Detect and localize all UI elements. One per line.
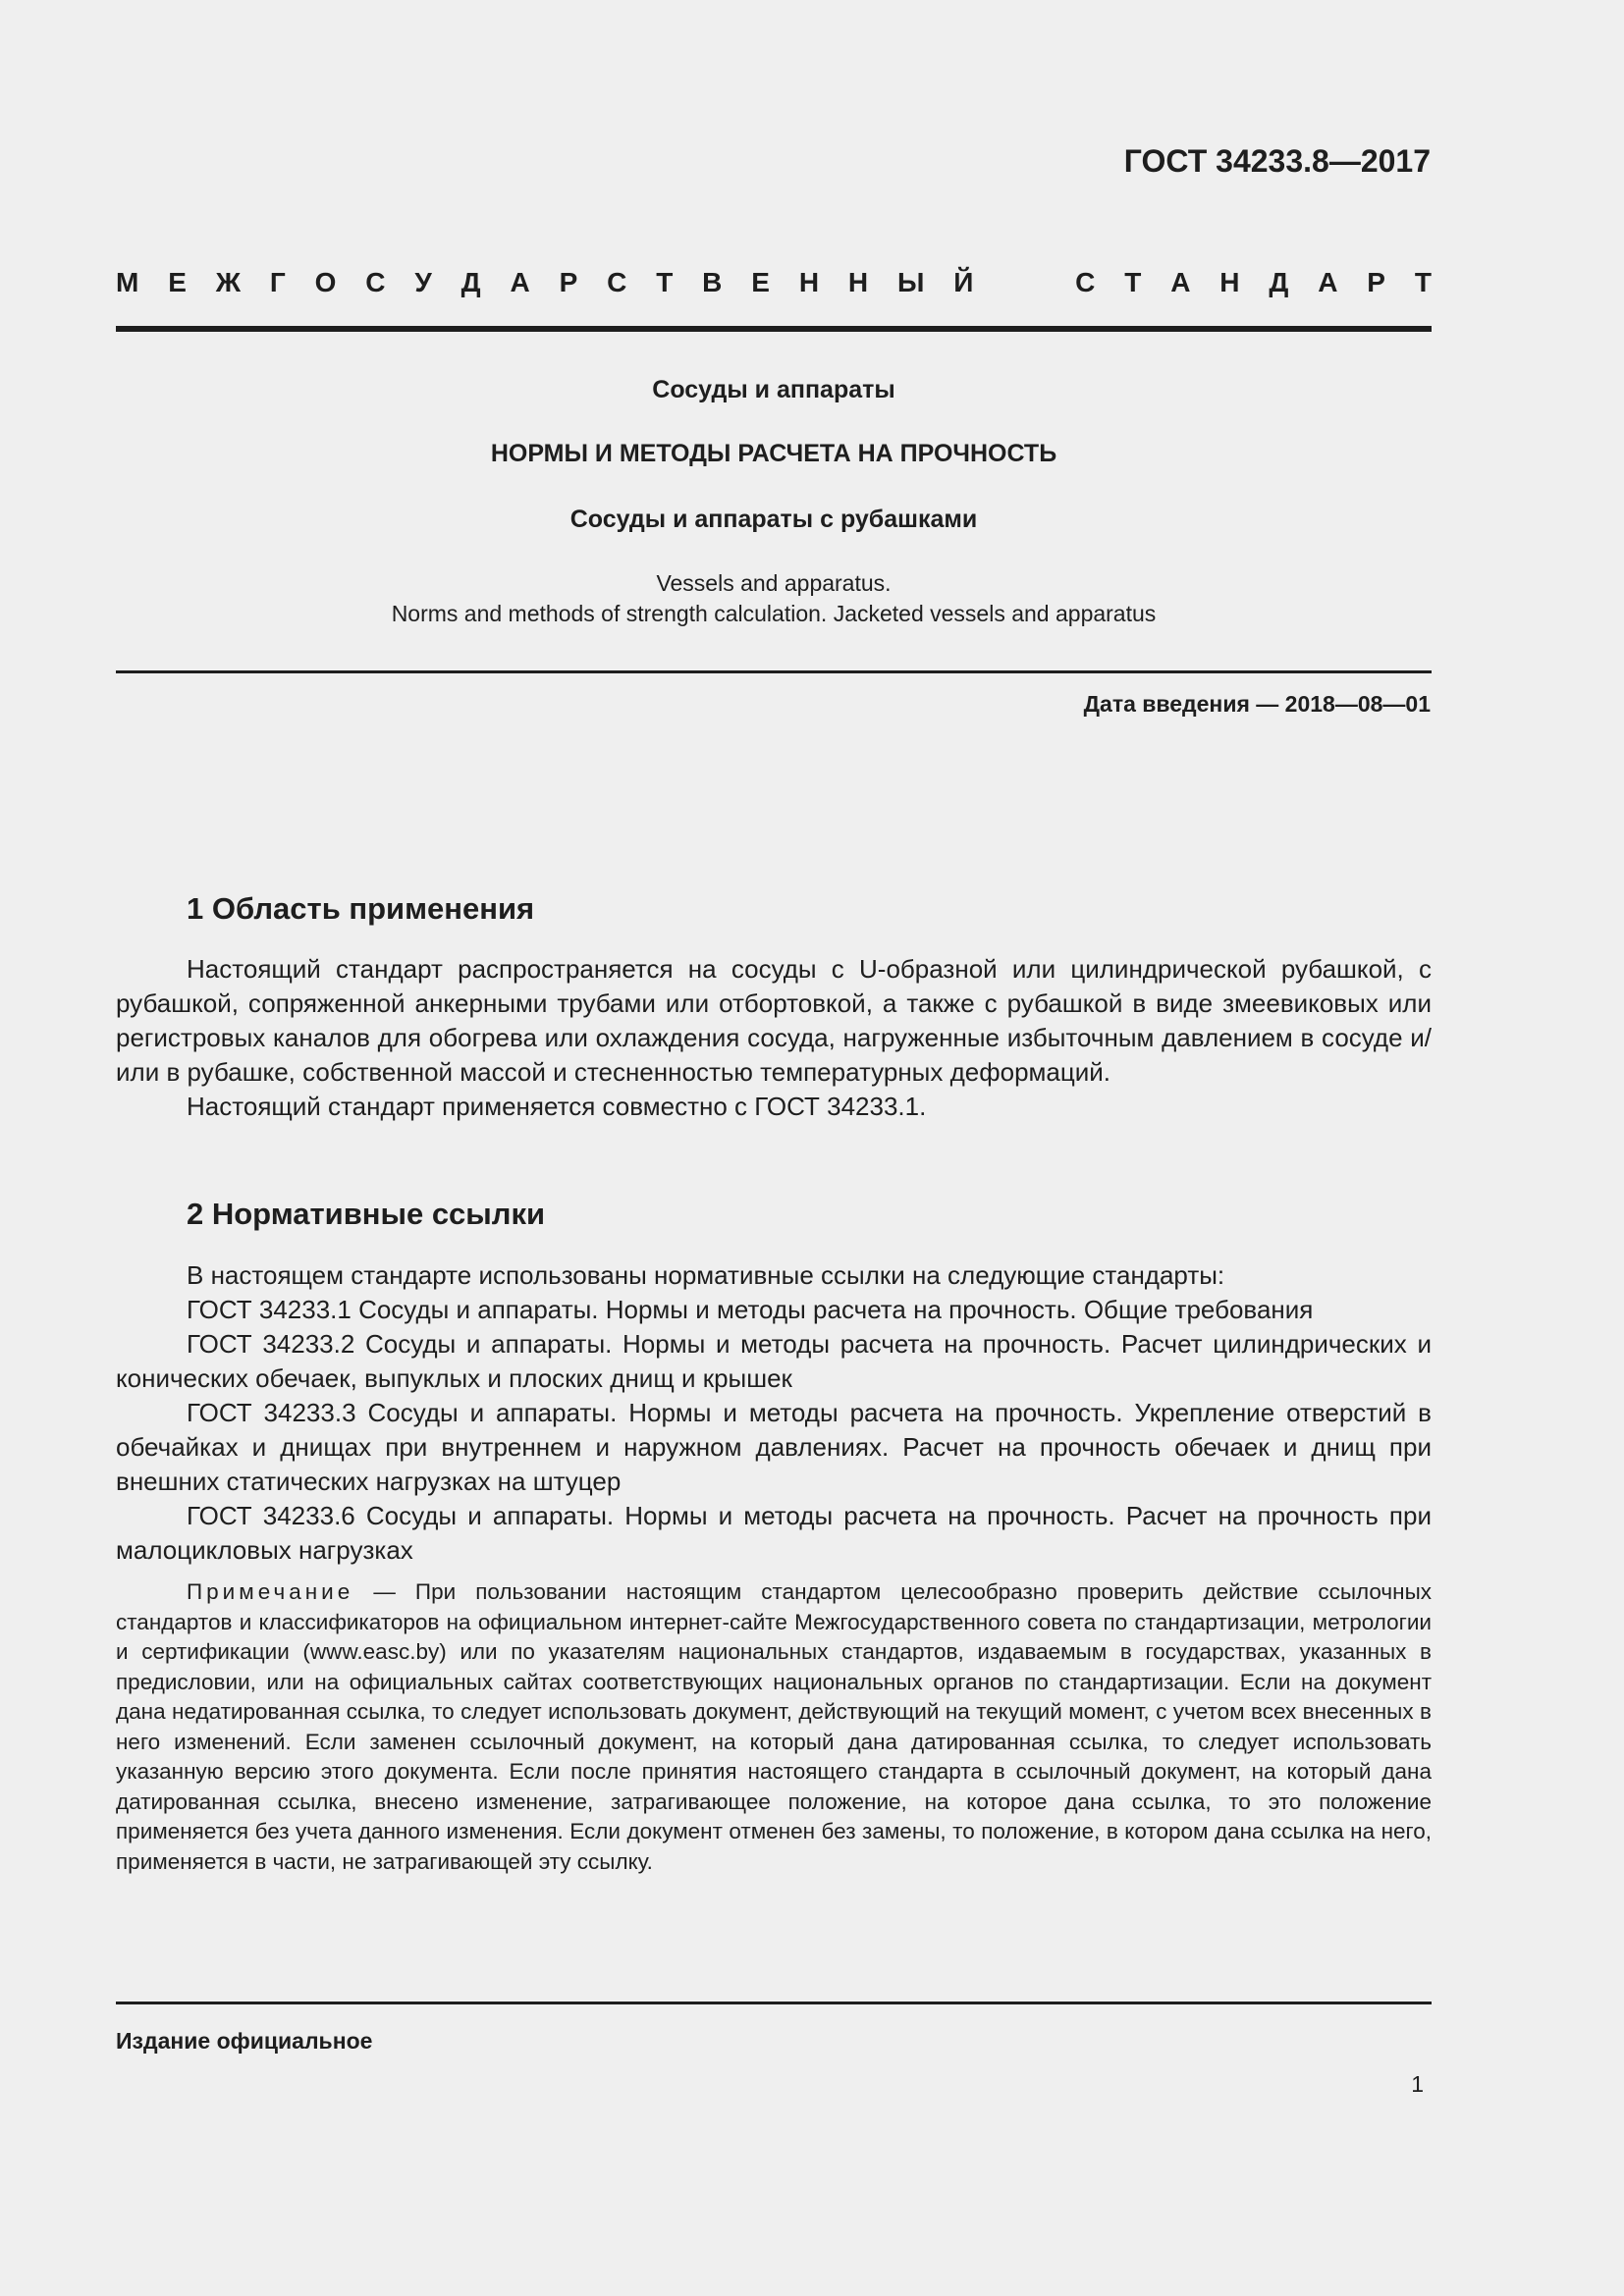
paragraph: В настоящем стандарте использованы нормативные ссылки на следующие стандарты: <box>187 1260 1225 1290</box>
title-subpart: Сосуды и аппараты с рубашками <box>569 506 978 533</box>
banner-letter: Д <box>460 267 481 297</box>
banner-letter: С <box>607 267 627 297</box>
banner-letter: Е <box>168 267 187 297</box>
introduction-date: Дата введения — 2018—08—01 <box>1083 691 1431 717</box>
banner-letter: У <box>414 267 432 297</box>
title-group: Сосуды и аппараты <box>652 376 895 403</box>
paragraph: Настоящий стандарт распространяется на сосуды с U-образной или цилиндрической рубашкой, с рубашкой, сопряженной анкерными трубами или отбортовкой, а также с рубашкой в виде змеевиковых или регистровых каналов для обогрева или охлаждения сосуда, нагруженные избыточным давлением в сосуде и/или в рубашке, собственной массой и стесненностью температурных деформаций. <box>116 954 1432 1087</box>
section-heading-references: 2 Нормативные ссылки <box>187 1197 546 1231</box>
banner-letter: Р <box>559 267 578 297</box>
document-number: ГОСТ 34233.8—2017 <box>1123 143 1431 179</box>
reference-item: ГОСТ 34233.6 Сосуды и аппараты. Нормы и методы расчета на прочность. Расчет на прочность при малоцикловых нагрузках <box>116 1501 1432 1565</box>
banner-letter: Т <box>656 267 674 297</box>
banner-letter: Г <box>269 267 286 297</box>
title-english-line: Vessels and apparatus. <box>656 570 892 596</box>
footer-rule <box>116 2002 1432 2004</box>
banner-letter: М <box>116 267 139 297</box>
header-rule <box>116 326 1432 332</box>
official-edition-label: Издание официальное <box>116 2028 373 2054</box>
banner-letter: Т <box>1124 267 1142 297</box>
banner-letter: Ж <box>215 267 242 297</box>
banner-letter: А <box>1170 267 1191 297</box>
reference-item: ГОСТ 34233.3 Сосуды и аппараты. Нормы и методы расчета на прочность. Укрепление отверстий в обечайках и днищах при внутреннем и наружном давлениях. Расчет на прочность обечаек и днищ при внешних статических нагрузках на штуцер <box>116 1398 1432 1496</box>
banner-letter: О <box>314 267 337 297</box>
banner-word-gap <box>1002 267 1046 298</box>
paragraph: Настоящий стандарт применяется совместно с ГОСТ 34233.1. <box>187 1092 927 1121</box>
banner-letter: Н <box>847 267 869 297</box>
banner-letter: С <box>1075 267 1096 297</box>
banner-letter: Н <box>1219 267 1240 297</box>
title-english-line: Norms and methods of strength calculation. Jacketed vessels and apparatus <box>391 601 1157 626</box>
banner-letter: А <box>510 267 530 297</box>
note-text: — При пользовании настоящим стандартом целесообразно проверить действие ссылочных стандартов и классификаторов на официальном интернет-сайте Межгосударственного совета по стандартизации, метрологии и сертификации (www.easc.by) или по указателям национальных стандартов, издаваемым в государствах, указанных в предисловии, или на официальных сайтах соответствующих национальных органов по стандартизации. Если на документ дана недатированная ссылка, то следует использовать документ, действующий на текущий момент, с учетом всех внесенных в него изменений. Если заменен ссылочный документ, на который дана датированная ссылка, то следует использовать указанную версию этого документа. Если после принятия настоящего стандарта в ссылочный документ, на который дана датированная ссылка, внесено изменение, затрагивающее положение, на которое дана ссылка, то это положение применяется без учета данного изменения. Если документ отменен без замены, то положение, в котором дана ссылка на него, применяется в части, не затрагивающей эту ссылку. <box>116 1579 1432 1874</box>
note-block <box>116 1577 1432 1877</box>
title-main: НОРМЫ И МЕТОДЫ РАСЧЕТА НА ПРОЧНОСТЬ <box>490 440 1057 467</box>
banner-letter: Й <box>953 267 974 297</box>
banner-letter: Д <box>1269 267 1289 297</box>
section-heading-scope: 1 Область применения <box>187 891 535 926</box>
note-label: Примечание <box>187 1579 354 1604</box>
reference-item: ГОСТ 34233.1 Сосуды и аппараты. Нормы и методы расчета на прочность. Общие требования <box>187 1295 1314 1324</box>
banner-letter: Р <box>1367 267 1385 297</box>
note-paragraph <box>116 1577 1432 1877</box>
banner-letter: Е <box>751 267 770 297</box>
title-english <box>116 568 1432 629</box>
title-rule <box>116 670 1432 673</box>
section-scope-body <box>116 952 1432 1124</box>
interstate-standard-banner <box>116 267 1432 298</box>
reference-item: ГОСТ 34233.2 Сосуды и аппараты. Нормы и методы расчета на прочность. Расчет цилиндрических и конических обечаек, выпуклых и плоских днищ и крышек <box>116 1329 1432 1393</box>
banner-letter: Т <box>1414 267 1432 297</box>
banner-letter: Ы <box>897 267 925 297</box>
banner-letter: В <box>702 267 723 297</box>
banner-letter: А <box>1318 267 1338 297</box>
section-references-body <box>116 1258 1432 1568</box>
banner-letter: Н <box>798 267 820 297</box>
page-number: 1 <box>1411 2071 1424 2097</box>
banner-letter: С <box>365 267 386 297</box>
